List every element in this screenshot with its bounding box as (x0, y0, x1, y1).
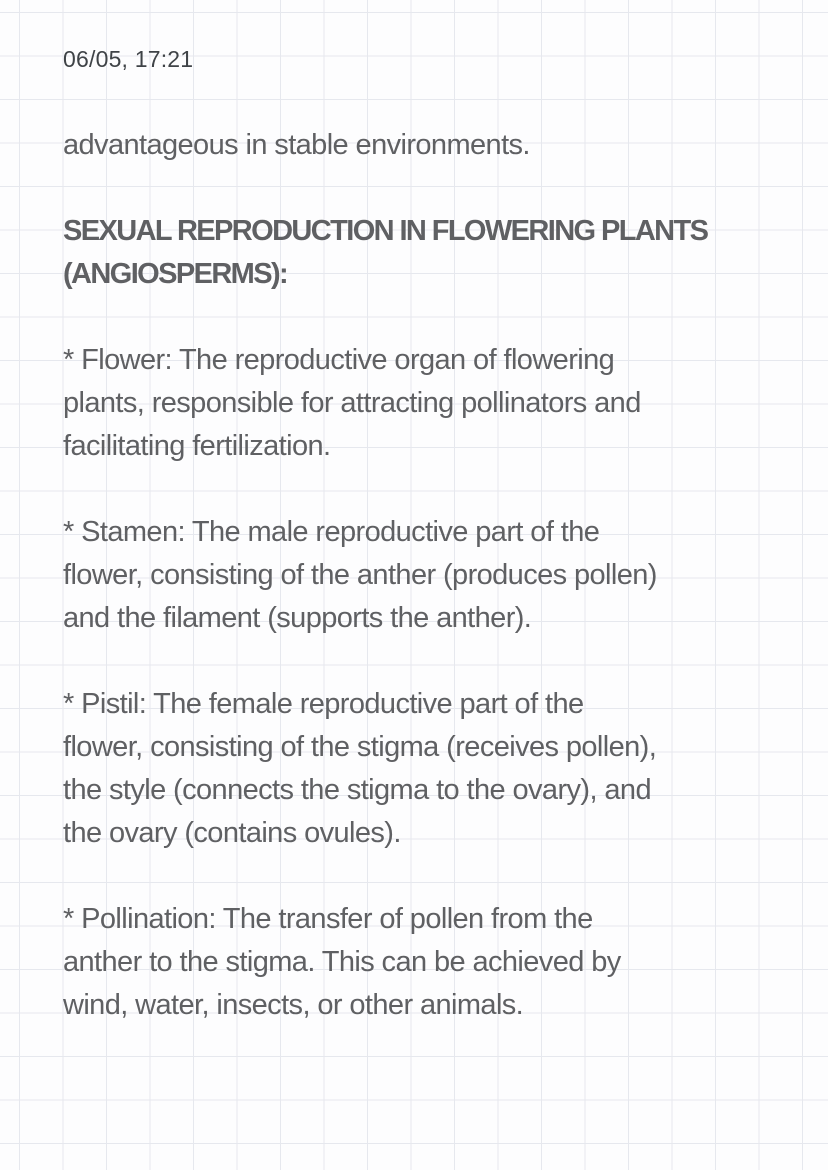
section-heading: SEXUAL REPRODUCTION IN FLOWERING PLANTS (ANGIOSPERMS): (63, 215, 708, 290)
bullet-flower: * Flower: The reproductive organ of flowering plants, responsible for attracting pollinators and facilitating fertilization. (63, 344, 641, 462)
note-page (63, 0, 783, 1170)
bullet-pollination: * Pollination: The transfer of pollen from the anther to the stigma. This can be achieved by wind, water, insects, or other animals. (63, 903, 621, 1021)
note-body (63, 124, 783, 1070)
bullet-stamen: * Stamen: The male reproductive part of the flower, consisting of the anther (produces pollen) and the filament (supports the anther). (63, 516, 657, 634)
note-timestamp: 06/05, 17:21 (63, 46, 194, 72)
bullet-pistil: * Pistil: The female reproductive part of the flower, consisting of the stigma (receives pollen), the style (connects the stigma to the ovary), and the ovary (contains ovules). (63, 688, 657, 849)
paragraph-continuation: advantageous in stable environments. (63, 129, 530, 161)
